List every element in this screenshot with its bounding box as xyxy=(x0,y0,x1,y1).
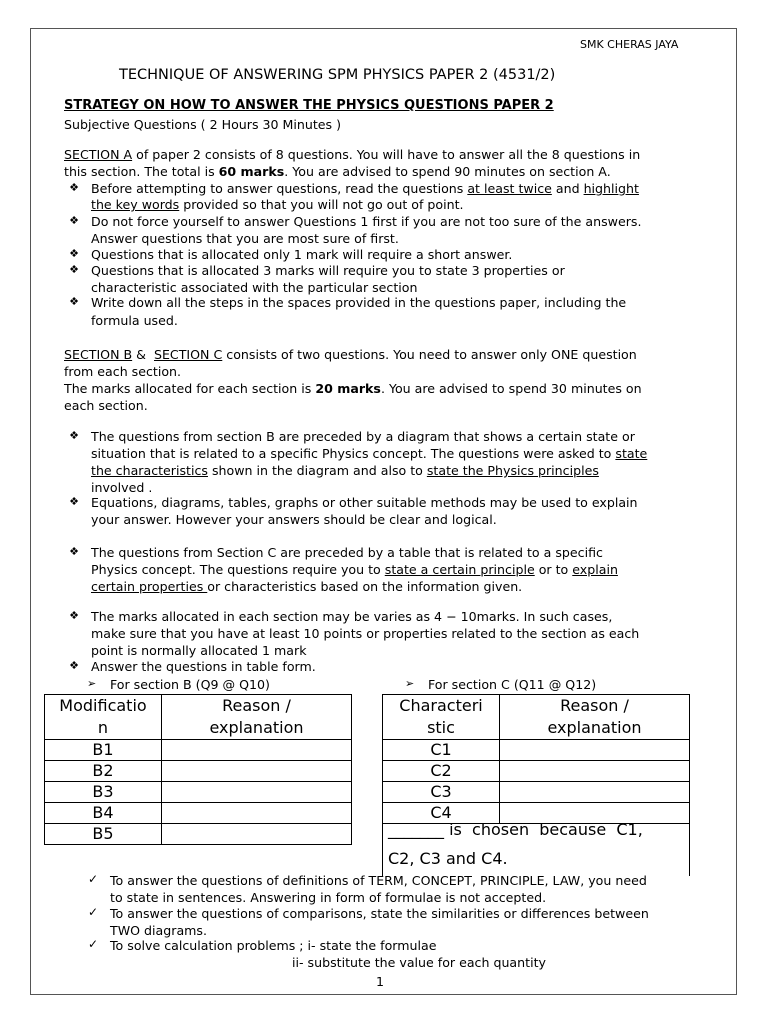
diamond-bullet-icon: ❖ xyxy=(69,495,79,508)
section-a-bullet-5b: formula used. xyxy=(91,313,178,328)
section-bc-point-4: The marks allocated in each section may be varies as 4 − 10marks. In such cases, xyxy=(91,609,613,624)
section-bc-point-4b: make sure that you have at least 10 points or properties related to the section as each xyxy=(91,626,640,641)
section-bc-intro-1: SECTION B & SECTION C consists of two questions. You need to answer only ONE question xyxy=(64,347,637,362)
table-row: C3 xyxy=(383,782,690,803)
table-header-characteristic: Characteri stic xyxy=(383,695,500,740)
tip-1b: to state in sentences. Answering in form of formulae is not accepted. xyxy=(110,890,547,905)
section-b-table xyxy=(44,694,352,845)
page-title: TECHNIQUE OF ANSWERING SPM PHYSICS PAPER 2 (4531/2) xyxy=(119,67,556,83)
check-bullet-icon: ✓ xyxy=(87,905,99,919)
diamond-bullet-icon: ❖ xyxy=(69,659,79,672)
arrow-bullet-icon: ➢ xyxy=(87,677,97,690)
section-a-bullet-1: Before attempting to answer questions, read the questions at least twice and highlight xyxy=(91,181,639,196)
school-name: SMK CHERAS JAYA xyxy=(580,38,679,51)
section-bc-point-2: Equations, diagrams, tables, graphs or other suitable methods may be used to explain xyxy=(91,495,638,510)
section-a-bullet-5: Write down all the steps in the spaces provided in the questions paper, including the xyxy=(91,295,627,310)
table-header-reason: Reason / explanation xyxy=(162,695,352,740)
section-bc-point-2b: your answer. However your answers should be clear and logical. xyxy=(91,512,497,527)
tip-1: To answer the questions of definitions of TERM, CONCEPT, PRINCIPLE, LAW, you need xyxy=(110,873,647,888)
section-bc-point-3c: certain properties or characteristics based on the information given. xyxy=(91,579,523,594)
table-row: B2 xyxy=(45,761,352,782)
section-bc-point-1b: situation that is related to a specific Physics concept. The questions were asked to state xyxy=(91,446,648,461)
section-a-bullet-2b: Answer questions that you are most sure of first. xyxy=(91,231,399,246)
table-header-modification: Modificatio n xyxy=(45,695,162,740)
check-bullet-icon: ✓ xyxy=(87,872,99,886)
page-number: 1 xyxy=(376,974,385,989)
section-bc-point-1: The questions from section B are preceded by a diagram that shows a certain state or xyxy=(91,429,635,444)
section-c-conclusion-1: _______ is chosen because C1, xyxy=(388,820,643,839)
table-row: B5 xyxy=(45,824,352,845)
strategy-heading: STRATEGY ON HOW TO ANSWER THE PHYSICS QUESTIONS PAPER 2 xyxy=(64,98,554,113)
section-a-bullet-2: Do not force yourself to answer Questions 1 first if you are not too sure of the answers. xyxy=(91,214,642,229)
diamond-bullet-icon: ❖ xyxy=(69,545,79,558)
tip-3: To solve calculation problems ; i- state the formulae xyxy=(110,938,437,953)
check-bullet-icon: ✓ xyxy=(87,937,99,951)
section-bc-point-3: The questions from Section C are preceded by a table that is related to a specific xyxy=(91,545,603,560)
table-header-row xyxy=(383,695,690,740)
for-section-c-label: For section C (Q11 @ Q12) xyxy=(428,677,597,692)
section-a-intro-2: this section. The total is 60 marks. You are advised to spend 90 minutes on section A. xyxy=(64,164,611,179)
section-bc-intro-3: The marks allocated for each section is 20 marks. You are advised to spend 30 minutes on xyxy=(64,381,642,396)
section-a-bullet-4b: characteristic associated with the particular section xyxy=(91,280,418,295)
tip-3b: ii- substitute the value for each quantity xyxy=(292,955,546,970)
diamond-bullet-icon: ❖ xyxy=(69,247,79,260)
section-a-bullet-4: Questions that is allocated 3 marks will require you to state 3 properties or xyxy=(91,263,565,278)
section-c-conclusion-2: C2, C3 and C4. xyxy=(388,849,508,868)
table-row: C4 xyxy=(383,803,690,824)
section-bc-point-3b: Physics concept. The questions require you to state a certain principle or to explain xyxy=(91,562,618,577)
diamond-bullet-icon: ❖ xyxy=(69,263,79,276)
table-row: C1 xyxy=(383,740,690,761)
table-row: B1 xyxy=(45,740,352,761)
arrow-bullet-icon: ➢ xyxy=(405,677,415,690)
diamond-bullet-icon: ❖ xyxy=(69,214,79,227)
table-header-reason: Reason / explanation xyxy=(500,695,690,740)
section-bc-intro-2: from each section. xyxy=(64,364,182,379)
for-section-b-label: For section B (Q9 @ Q10) xyxy=(110,677,270,692)
tip-2b: TWO diagrams. xyxy=(110,923,207,938)
table-row: B4 xyxy=(45,803,352,824)
diamond-bullet-icon: ❖ xyxy=(69,429,79,442)
section-bc-point-1c: the characteristics shown in the diagram and also to state the Physics principles xyxy=(91,463,599,478)
diamond-bullet-icon: ❖ xyxy=(69,181,79,194)
section-bc-point-1d: involved . xyxy=(91,480,153,495)
tip-2: To answer the questions of comparisons, state the similarities or differences between xyxy=(110,906,649,921)
strategy-subheading: Subjective Questions ( 2 Hours 30 Minutes ) xyxy=(64,117,342,132)
diamond-bullet-icon: ❖ xyxy=(69,609,79,622)
section-a-bullet-1b: the key words provided so that you will not go out of point. xyxy=(91,197,464,212)
section-a-intro-1: SECTION A of paper 2 consists of 8 questions. You will have to answer all the 8 questions in xyxy=(64,147,641,162)
section-a-bullet-3: Questions that is allocated only 1 mark will require a short answer. xyxy=(91,247,513,262)
table-header-row xyxy=(45,695,352,740)
table-row: B3 xyxy=(45,782,352,803)
section-bc-point-4c: point is normally allocated 1 mark xyxy=(91,643,307,658)
section-bc-intro-4: each section. xyxy=(64,398,148,413)
diamond-bullet-icon: ❖ xyxy=(69,295,79,308)
section-bc-point-5: Answer the questions in table form. xyxy=(91,659,316,674)
table-row: C2 xyxy=(383,761,690,782)
